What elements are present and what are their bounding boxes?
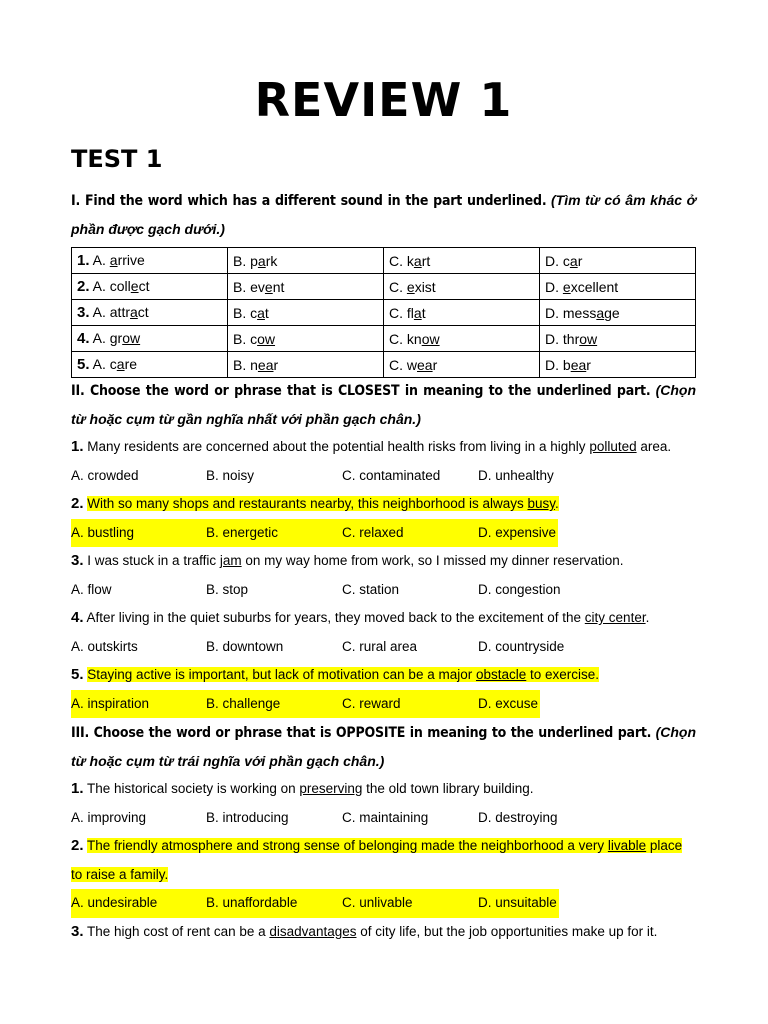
- word-part: mess: [562, 304, 597, 321]
- word-part: t: [264, 304, 269, 321]
- word-part: C.: [389, 252, 407, 269]
- section-1-heading: I. Find the word which has a different sound in the part underlined. (Tìm từ có âm khác ở phần được gạch dưới.): [71, 192, 697, 237]
- underlined-part: a: [130, 304, 138, 320]
- row-number: 2.: [77, 278, 90, 295]
- word-part: b: [562, 356, 571, 373]
- sound-cell: [540, 274, 696, 300]
- underlined-part: ow: [421, 330, 440, 347]
- sound-cell: [228, 274, 384, 300]
- sound-cell: [384, 352, 540, 378]
- word-part: xcellent: [570, 278, 619, 295]
- option-a: A. undesirable: [71, 889, 206, 918]
- question-3-3: 3. The high cost of rent can be a disadvantages of city life, but the job opportunities make up for it.: [71, 922, 658, 940]
- option-c: C. unlivable: [342, 889, 478, 918]
- word-part: p: [250, 252, 258, 269]
- options-2-3: [71, 576, 696, 605]
- option-a: A. flow: [71, 581, 112, 597]
- underlined-part: a: [569, 252, 578, 269]
- row-number: 1.: [77, 252, 90, 269]
- word-part: rt: [421, 252, 431, 269]
- word-part: B.: [233, 252, 251, 269]
- option-d: D. expensive: [478, 519, 558, 548]
- test-title: TEST 1: [71, 145, 163, 173]
- word-part: A.: [92, 304, 110, 320]
- underlined-part: a: [109, 252, 118, 268]
- word-part: r: [273, 356, 279, 373]
- word-part: C.: [389, 278, 407, 295]
- option-d: D. destroying: [478, 809, 558, 825]
- word-part: D.: [545, 356, 563, 373]
- word-part: c: [109, 356, 117, 372]
- word-part: r: [432, 356, 438, 373]
- question-3-2: 2. The friendly atmosphere and strong sense of belonging made the neighborhood a very livable place to raise a family.: [71, 837, 683, 882]
- option-c: C. station: [342, 581, 400, 597]
- sound-row: [72, 326, 696, 352]
- word-part: D.: [545, 330, 563, 347]
- options-2-1: [71, 462, 696, 491]
- question-2-2: 2. With so many shops and restaurants nearby, this neighborhood is always busy.: [71, 495, 559, 512]
- option-b: B. stop: [206, 581, 249, 597]
- word-part: ct: [137, 304, 149, 320]
- underlined-part: e: [264, 278, 273, 295]
- option-b: B. introducing: [206, 809, 289, 825]
- word-part: D.: [545, 252, 563, 269]
- option-d: D. countryside: [478, 638, 565, 654]
- underlined-part: a: [257, 252, 266, 269]
- word-part: w: [406, 356, 418, 373]
- option-c: C. rural area: [342, 638, 418, 654]
- sound-cell: [384, 248, 540, 274]
- option-b: B. noisy: [206, 467, 255, 483]
- option-b: B. energetic: [206, 519, 342, 548]
- row-number: 4.: [77, 330, 90, 347]
- option-d: D. unsuitable: [478, 889, 559, 918]
- word-part: D.: [545, 304, 563, 321]
- sound-cell: [540, 300, 696, 326]
- word-part: rk: [265, 252, 278, 269]
- underlined-part: a: [413, 304, 422, 321]
- word-part: B.: [233, 278, 251, 295]
- underlined-part: e: [406, 278, 415, 295]
- sound-table: [71, 247, 696, 378]
- word-part: thr: [562, 330, 580, 347]
- underlined-part: e: [130, 278, 139, 294]
- word-part: C.: [389, 356, 407, 373]
- sound-cell: [72, 352, 228, 378]
- underlined-part: ea: [257, 356, 274, 373]
- question-3-1: 1. The historical society is working on preserving the old town library building.: [71, 780, 534, 797]
- word-part: B.: [233, 330, 251, 347]
- word-part: xist: [414, 278, 436, 295]
- word-part: C.: [389, 304, 407, 321]
- options-3-1: [71, 804, 696, 833]
- word-part: B.: [233, 304, 251, 321]
- sound-row: [72, 300, 696, 326]
- sound-row: [72, 248, 696, 274]
- underlined-part: e: [562, 278, 571, 295]
- option-c: C. contaminated: [342, 467, 441, 483]
- underlined-part: a: [116, 356, 125, 372]
- word-part: c: [250, 330, 258, 347]
- word-part: fl: [406, 304, 414, 321]
- sound-row: [72, 274, 696, 300]
- option-c: C. relaxed: [342, 519, 478, 548]
- word-part: A.: [92, 278, 110, 294]
- option-a: A. inspiration: [71, 690, 206, 719]
- option-a: A. improving: [71, 809, 147, 825]
- word-part: ct: [138, 278, 150, 294]
- sound-cell: [72, 248, 228, 274]
- options-2-5: [71, 690, 696, 719]
- sound-cell: [228, 300, 384, 326]
- section-3-heading: III. Choose the word or phrase that is OPPOSITE in meaning to the underlined part. (Chọn từ hoặc cụm từ trái nghĩa với phần gạch chân.): [71, 724, 696, 769]
- word-part: kn: [406, 330, 422, 347]
- word-part: A.: [92, 330, 110, 346]
- word-part: n: [250, 356, 258, 373]
- options-3-2: [71, 889, 696, 918]
- sound-cell: [540, 352, 696, 378]
- option-b: B. challenge: [206, 690, 342, 719]
- option-c: C. maintaining: [342, 809, 429, 825]
- row-number: 5.: [77, 356, 90, 373]
- word-part: ev: [250, 278, 265, 295]
- word-part: D.: [545, 278, 563, 295]
- section-2-heading: II. Choose the word or phrase that is CLOSEST in meaning to the underlined part. (Chọn từ hoặc cụm từ gần nghĩa nhất với phần gạch chân.): [71, 382, 696, 427]
- option-a: A. bustling: [71, 519, 206, 548]
- question-2-5: 5. Staying active is important, but lack of motivation can be a major obstacle to exercise.: [71, 666, 600, 683]
- word-part: B.: [233, 356, 251, 373]
- sound-cell: [72, 326, 228, 352]
- word-part: gr: [109, 330, 123, 346]
- word-part: attr: [109, 304, 130, 320]
- row-number: 3.: [77, 304, 90, 321]
- word-part: r: [586, 356, 591, 373]
- sound-cell: [72, 300, 228, 326]
- option-d: D. excuse: [478, 690, 540, 719]
- word-part: A.: [92, 356, 110, 372]
- sound-cell: [540, 326, 696, 352]
- word-part: c: [562, 252, 570, 269]
- sound-cell: [384, 300, 540, 326]
- underlined-part: a: [257, 304, 265, 321]
- page-title: REVIEW 1: [254, 73, 513, 127]
- word-part: c: [250, 304, 258, 321]
- options-2-2: [71, 519, 696, 548]
- word-part: re: [124, 356, 138, 372]
- sound-cell: [228, 352, 384, 378]
- underlined-part: ea: [417, 356, 433, 373]
- option-b: B. downtown: [206, 638, 284, 654]
- underlined-part: a: [596, 304, 605, 321]
- question-2-4: 4. After living in the quiet suburbs for years, they moved back to the excitement of the city center.: [71, 609, 650, 626]
- sound-row: [72, 352, 696, 378]
- word-part: r: [577, 252, 583, 269]
- sound-cell: [384, 326, 540, 352]
- sound-cell: [228, 326, 384, 352]
- option-c: C. reward: [342, 690, 478, 719]
- underlined-part: ow: [257, 330, 276, 347]
- underlined-part: ow: [579, 330, 598, 347]
- word-part: A.: [92, 252, 110, 268]
- option-d: D. congestion: [478, 581, 561, 597]
- sound-cell: [540, 248, 696, 274]
- word-part: ge: [604, 304, 620, 321]
- question-2-3: 3. I was stuck in a traffic jam on my way home from work, so I missed my dinner reservation.: [71, 552, 624, 569]
- word-part: C.: [389, 330, 407, 347]
- word-part: k: [406, 252, 414, 269]
- option-d: D. unhealthy: [478, 467, 554, 483]
- sound-cell: [72, 274, 228, 300]
- underlined-part: ea: [570, 356, 587, 373]
- question-2-1: 1. Many residents are concerned about the potential health risks from living in a highly polluted area.: [71, 438, 672, 455]
- option-a: A. crowded: [71, 467, 139, 483]
- word-part: coll: [109, 278, 131, 294]
- options-2-4: [71, 633, 696, 662]
- sound-cell: [228, 248, 384, 274]
- option-b: B. unaffordable: [206, 889, 342, 918]
- underlined-part: a: [413, 252, 422, 269]
- word-part: rrive: [117, 252, 145, 268]
- option-a: A. outskirts: [71, 638, 138, 654]
- underlined-part: ow: [122, 330, 141, 346]
- word-part: t: [421, 304, 426, 321]
- word-part: nt: [272, 278, 285, 295]
- sound-cell: [384, 274, 540, 300]
